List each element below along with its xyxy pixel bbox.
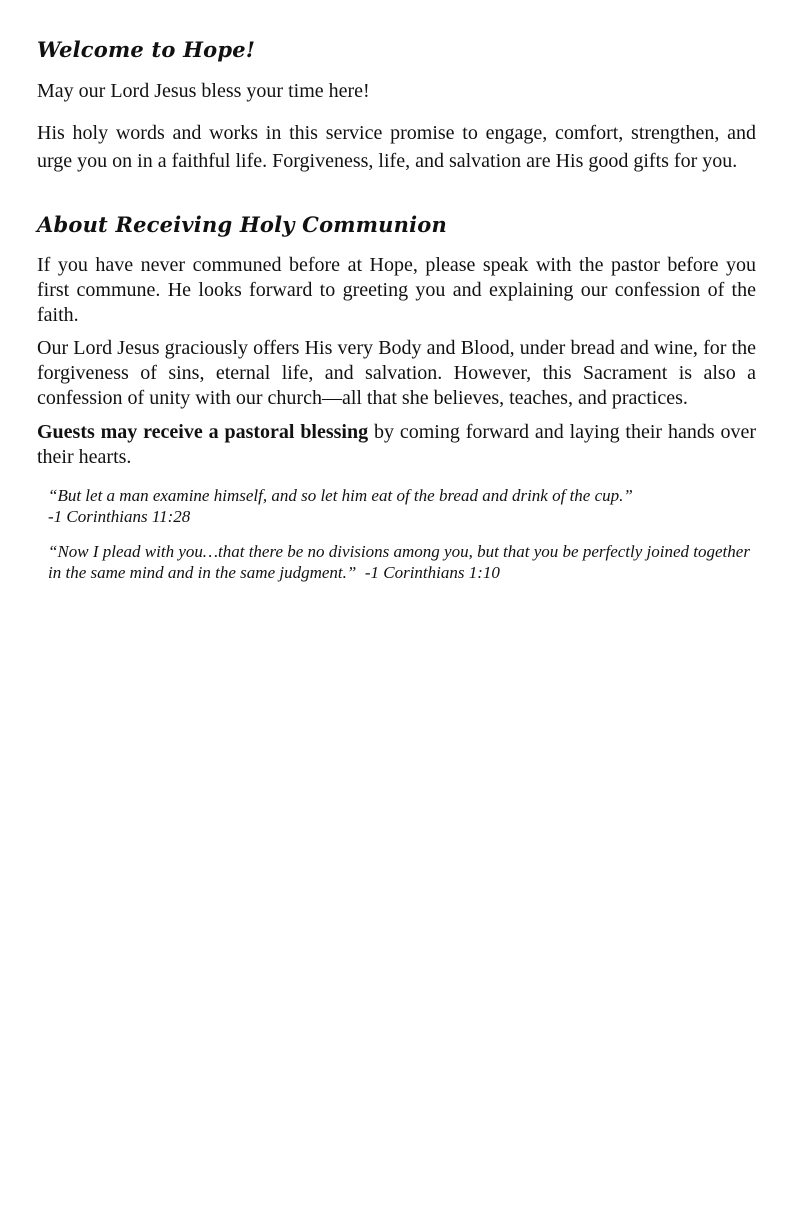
guests-paragraph xyxy=(37,420,756,470)
scripture-quote xyxy=(48,541,756,583)
quote-reference: -1 Corinthians 11:28 xyxy=(48,507,191,526)
quote-text: “But let a man examine himself, and so let him eat of the bread and drink of the cup.” xyxy=(48,486,633,505)
quote-text: “Now I plead with you…that there be no divisions among you, but that you be perfectly joined together in the same mind and in the same judgment.” xyxy=(48,542,750,582)
scripture-quotes xyxy=(48,485,756,583)
bulletin-page xyxy=(37,34,756,583)
communion-heading: About Receiving Holy Communion xyxy=(37,212,447,237)
guests-blessing-rest: by coming forward and laying their hands over their hearts. xyxy=(37,421,756,468)
welcome-blessing-line: May our Lord Jesus bless your time here! xyxy=(37,80,370,102)
communion-paragraph-sacrament: Our Lord Jesus graciously offers His very Body and Blood, under bread and wine, for the forgiveness of sins, eternal life, and salvation. However, this Sacrament is also a confession of unity with our church—all that she believes, teaches, and practices. xyxy=(37,337,756,409)
quote-reference: -1 Corinthians 1:10 xyxy=(364,563,500,582)
scripture-quote xyxy=(48,485,756,527)
communion-paragraph-first-time: If you have never communed before at Hope, please speak with the pastor before you first commune. He looks forward to greeting you and explaining our confession of the faith. xyxy=(37,254,756,326)
welcome-paragraph: His holy words and works in this service promise to engage, comfort, strengthen, and urge you on in a faithful life. Forgiveness, life, and salvation are His good gifts for you. xyxy=(37,122,756,172)
welcome-heading: Welcome to Hope! xyxy=(37,37,256,62)
guests-blessing-bold: Guests may receive a pastoral blessing xyxy=(37,421,369,443)
